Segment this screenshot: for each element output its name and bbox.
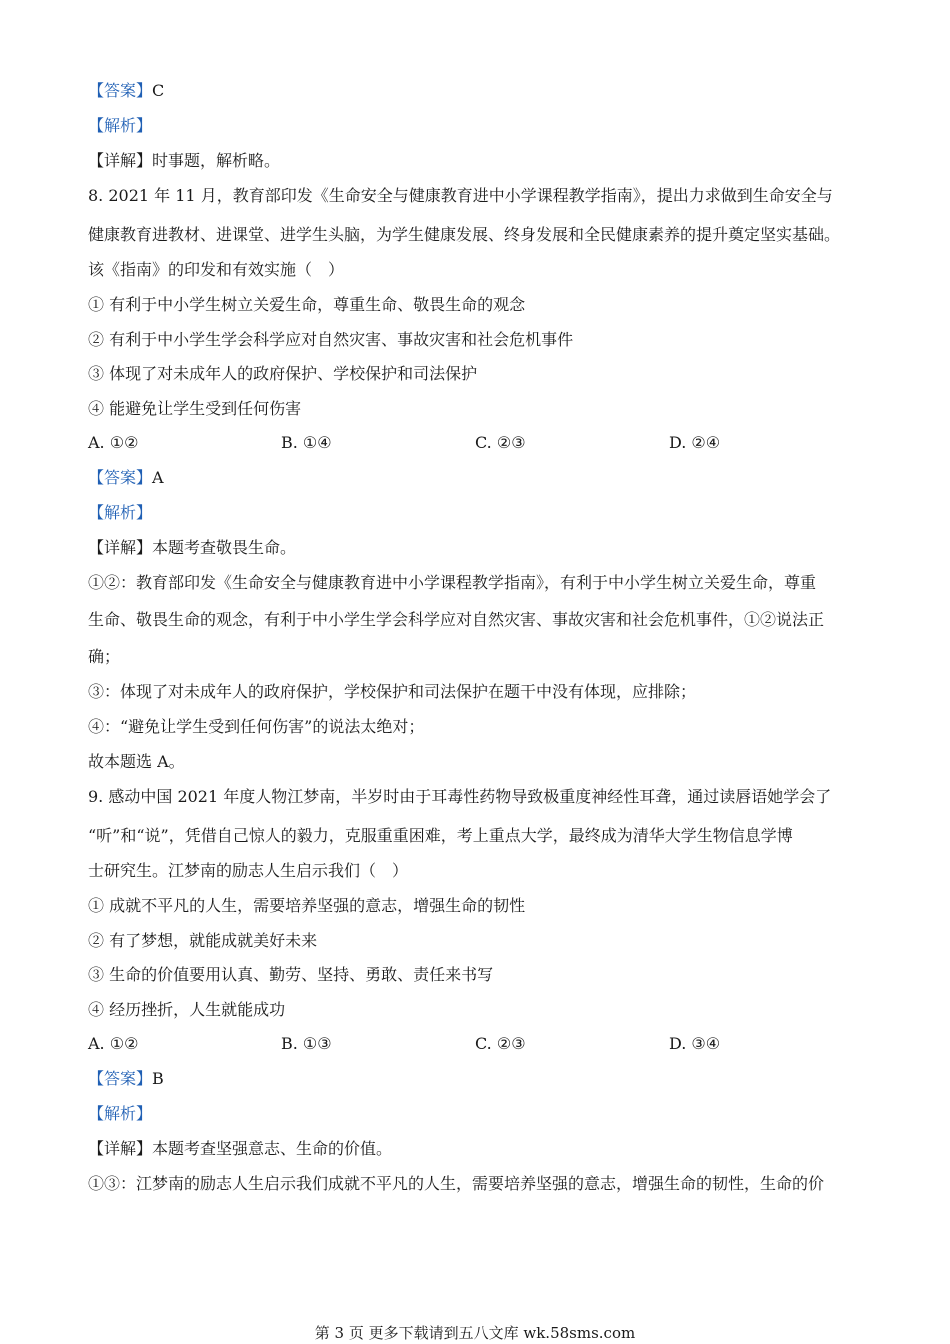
answer-value: B [152, 1069, 164, 1088]
q8-explain-line: 故本题选 A。 [88, 752, 185, 771]
q9-option-a: A. ①② [88, 1034, 139, 1053]
q8-statement: ① 有利于中小学生树立关爱生命，尊重生命、敬畏生命的观念 [88, 295, 526, 314]
q9-answer [88, 1069, 164, 1089]
q8-statement: ③ 体现了对未成年人的政府保护、学校保护和司法保护 [88, 364, 478, 383]
q8-explain-line: ③：体现了对未成年人的政府保护，学校保护和司法保护在题干中没有体现，应排除； [88, 682, 697, 701]
q9-stem-line-1: 9. 感动中国 2021 年度人物江梦南，半岁时由于耳毒性药物导致极重度神经性耳聋，通过读唇语她学会了 [88, 787, 832, 806]
answer-tag: 【答案】 [88, 468, 153, 487]
q9-statement: ② 有了梦想，就能成就美好未来 [88, 931, 318, 950]
q8-explain-line: 生命、敬畏生命的观念，有利于中小学生学会科学应对自然灾害、事故灾害和社会危机事件，①②说法正 [88, 610, 825, 629]
q9-statement: ① 成就不平凡的人生，需要培养坚强的意志，增强生命的韧性 [88, 896, 526, 915]
q9-detail: 【详解】本题考查坚强意志、生命的价值。 [88, 1139, 393, 1158]
q9-option-d: D. ③④ [669, 1034, 721, 1053]
q8-option-c: C. ②③ [475, 433, 526, 452]
answer-tag: 【答案】 [88, 81, 153, 100]
answer-value: A [152, 468, 164, 487]
q9-analysis-tag: 【解析】 [88, 1104, 153, 1123]
q7-detail: 【详解】时事题，解析略。 [88, 151, 281, 170]
q9-statement: ③ 生命的价值要用认真、勤劳、坚持、勇敢、责任来书写 [88, 965, 494, 984]
q9-explain-line: ①③：江梦南的励志人生启示我们成就不平凡的人生，需要培养坚强的意志，增强生命的韧性，生命的价 [88, 1174, 825, 1193]
q8-answer [88, 468, 164, 488]
q8-statement: ② 有利于中小学生学会科学应对自然灾害、事故灾害和社会危机事件 [88, 330, 574, 349]
q9-statement: ④ 经历挫折，人生就能成功 [88, 1000, 286, 1019]
q9-option-c: C. ②③ [475, 1034, 526, 1053]
q7-analysis-tag: 【解析】 [88, 116, 153, 135]
answer-value: C [152, 81, 165, 100]
q8-option-a: A. ①② [88, 433, 139, 452]
q8-explain-line: 确； [88, 647, 121, 666]
q8-analysis-tag: 【解析】 [88, 503, 153, 522]
q8-stem-line-3: 该《指南》的印发和有效实施（ ） [88, 260, 345, 279]
q8-option-b: B. ①④ [281, 433, 332, 452]
q8-stem-line-1: 8. 2021 年 11 月，教育部印发《生命安全与健康教育进中小学课程教学指南》，提出力求做到生命安全与 [88, 186, 833, 205]
q8-option-d: D. ②④ [669, 433, 721, 452]
page-footer: 第 3 页 更多下载请到五八文库 wk.58sms.com [314, 1324, 636, 1342]
q8-explain-line: ①②：教育部印发《生命安全与健康教育进中小学课程教学指南》，有利于中小学生树立关爱生命，尊重 [88, 573, 817, 592]
q9-option-b: B. ①③ [281, 1034, 332, 1053]
answer-tag: 【答案】 [88, 1069, 153, 1088]
q8-stem-line-2: 健康教育进教材、进课堂、进学生头脑，为学生健康发展、终身发展和全民健康素养的提升奠定坚实基础。 [88, 225, 841, 244]
q7-answer [88, 81, 164, 101]
q8-statement: ④ 能避免让学生受到任何伤害 [88, 399, 302, 418]
q9-stem-line-2: “听”和“说”，凭借自己惊人的毅力，克服重重困难，考上重点大学，最终成为清华大学生物信息学博 [88, 826, 793, 845]
q8-explain-line: ④：“避免让学生受到任何伤害”的说法太绝对； [88, 717, 425, 736]
q9-stem-line-3: 士研究生。江梦南的励志人生启示我们（ ） [88, 861, 409, 880]
q8-detail: 【详解】本题考查敬畏生命。 [88, 538, 297, 557]
